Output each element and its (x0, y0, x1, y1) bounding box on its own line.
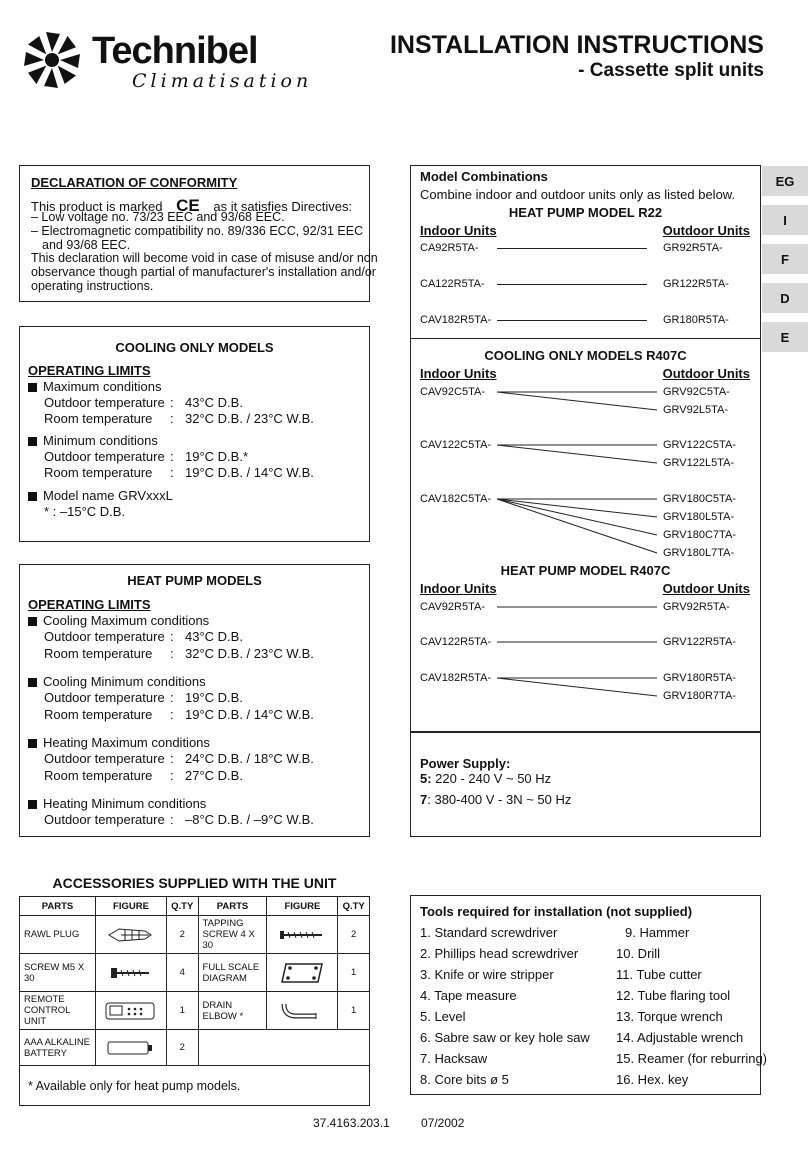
power-l2-num: 7 (420, 792, 428, 807)
col-figure: FIGURE (96, 897, 167, 916)
tapping-screw-icon (276, 928, 328, 942)
lang-tab-f[interactable]: F (762, 244, 808, 274)
hp407-outdoor-3: GRV180R5TA- (663, 672, 736, 684)
tool-item: 8. Core bits ø 5 (420, 1072, 509, 1087)
heatpump-limits: OPERATING LIMITS (28, 597, 151, 612)
bullet-icon (28, 800, 37, 809)
colon: : (170, 449, 174, 464)
hp-cool-max-room-label: Room temperature (44, 646, 153, 661)
hp407-outdoor-header: Outdoor Units (662, 581, 750, 596)
bullet-icon (28, 492, 37, 501)
part-name: AAA ALKALINE BATTERY (20, 1030, 96, 1066)
hp407-indoor-2: CAV122R5TA- (420, 636, 492, 648)
cooling-max: Maximum conditions (43, 379, 162, 394)
col-parts: PARTS (198, 897, 267, 916)
colon: : (170, 690, 174, 705)
tool-item: 3. Knife or wire stripper (420, 967, 554, 982)
battery-icon (104, 1038, 158, 1058)
part-name: RAWL PLUG (20, 916, 96, 954)
cooling-min-outdoor-label: Outdoor temperature (44, 449, 165, 464)
cool407-outdoor-2: GRV92L5TA- (663, 404, 729, 416)
accessories-title: ACCESSORIES SUPPLIED WITH THE UNIT (52, 875, 337, 891)
cooling-min-outdoor: 19°C D.B.* (185, 449, 249, 464)
colon: : (170, 768, 174, 783)
accessories-table (19, 896, 370, 1106)
col-parts: PARTS (20, 897, 96, 916)
part-qty: 1 (166, 992, 198, 1030)
remote-control-icon (104, 1000, 158, 1022)
hp407-title: HEAT PUMP MODEL R407C (500, 563, 671, 578)
cool407-outdoor-5: GRV180C5TA- (663, 493, 736, 505)
cool407-indoor-3: CAV182C5TA- (420, 493, 492, 505)
ce-mark: CE (176, 196, 200, 215)
colon: : (170, 411, 174, 426)
brand-logo (20, 28, 313, 92)
r22-outdoor-header: Outdoor Units (662, 223, 750, 238)
r22-indoor-2: CA122R5TA- (420, 278, 485, 290)
hp-heat-max-room: 27°C D.B. (185, 768, 243, 783)
declaration-title: DECLARATION OF CONFORMITY (31, 175, 238, 190)
declaration-line1b: as it satisfies Directives: (213, 199, 353, 214)
tool-item: 14. Adjustable wrench (616, 1030, 744, 1045)
hp-cool-max-room: 32°C D.B. / 23°C W.B. (185, 646, 314, 661)
cooling-model-note: * : –15°C D.B. (44, 504, 126, 519)
rawl-plug-icon (105, 925, 157, 945)
fan-logo-icon (20, 28, 84, 92)
hp-heat-max-outdoor: 24°C D.B. / 18°C W.B. (185, 751, 314, 766)
tools-title: Tools required for installation (not supplied) (420, 904, 693, 919)
declaration-line6: observance though partial of manufacturer's installation and/or (31, 265, 376, 279)
part-qty: 2 (338, 916, 370, 954)
cool407-indoor-1: CAV92C5TA- (420, 386, 486, 398)
cooling-max-room: 32°C D.B. / 23°C W.B. (185, 411, 314, 426)
bullet-icon (28, 617, 37, 626)
cooling-min: Minimum conditions (43, 433, 158, 448)
screw-icon (105, 966, 157, 980)
tool-item: 5. Level (420, 1009, 466, 1024)
r22-outdoor-3: GR180R5TA- (663, 314, 729, 326)
page-title: INSTALLATION INSTRUCTIONS (389, 31, 764, 59)
part-name: REMOTE CONTROL UNIT (20, 992, 96, 1030)
cooling-box (19, 326, 370, 542)
r22-indoor-1: CA92R5TA- (420, 242, 479, 254)
part-qty: 1 (338, 992, 370, 1030)
cool407-indoor-2: CAV122C5TA- (420, 439, 492, 451)
declaration-box (19, 165, 378, 302)
tool-item: 1. Standard screwdriver (420, 925, 558, 940)
power-box (410, 731, 761, 837)
tool-item: 12. Tube flaring tool (616, 988, 731, 1003)
tool-item: 15. Reamer (for reburring) (616, 1051, 767, 1066)
part-qty: 4 (166, 954, 198, 992)
tool-item: 6. Sabre saw or key hole saw (420, 1030, 590, 1045)
hp-cool-min-room-label: Room temperature (44, 707, 153, 722)
cooling-model: Model name GRVxxxL (43, 488, 173, 503)
bullet-icon (28, 678, 37, 687)
col-figure: FIGURE (267, 897, 338, 916)
cool407-outdoor-1: GRV92C5TA- (663, 386, 730, 398)
cooling-title: COOLING ONLY MODELS (115, 340, 274, 355)
tool-item: 9. Hammer (625, 925, 690, 940)
power-l1: 220 - 240 V ~ 50 Hz (431, 771, 552, 786)
declaration-line4: and 93/68 EEC. (42, 238, 131, 252)
part-name: TAPPING SCREW 4 X 30 (198, 916, 267, 954)
declaration-line7: operating instructions. (31, 279, 154, 293)
drain-elbow-icon (276, 998, 328, 1024)
colon: : (170, 395, 174, 410)
declaration-line5: This declaration will become void in case of misuse and/or non (31, 251, 378, 265)
r22-indoor-3: CAV182R5TA- (420, 314, 492, 326)
heatpump-title: HEAT PUMP MODELS (127, 573, 262, 588)
cooling-max-outdoor-label: Outdoor temperature (44, 395, 165, 410)
power-l2: : 380-400 V - 3N ~ 50 Hz (427, 792, 572, 807)
tools-box (410, 895, 767, 1095)
hp407-indoor-header: Indoor Units (420, 581, 497, 596)
heatpump-box (19, 564, 370, 837)
tool-item: 16. Hex. key (616, 1072, 689, 1087)
declaration-line2: – Low voltage no. 73/23 EEC and 93/68 EEC. (31, 210, 285, 224)
brand-subtitle: Climatisation (132, 70, 313, 92)
colon: : (170, 707, 174, 722)
cool407-outdoor-8: GRV180L7TA- (663, 547, 735, 559)
hp407-indoor-3: CAV182R5TA- (420, 672, 492, 684)
col-qty: Q.TY (338, 897, 370, 916)
footer-code: 37.4163.203.1 (313, 1116, 390, 1130)
r22-indoor-header: Indoor Units (420, 223, 497, 238)
tool-item: 4. Tape measure (420, 988, 517, 1003)
hp407-outdoor-1: GRV92R5TA- (663, 601, 730, 613)
cooling-max-room-label: Room temperature (44, 411, 153, 426)
r22-title: HEAT PUMP MODEL R22 (508, 205, 663, 220)
lang-tab-i[interactable]: I (762, 205, 808, 235)
cool407-outdoor-3: GRV122C5TA- (663, 439, 736, 451)
cool407-title: COOLING ONLY MODELS R407C (484, 348, 687, 363)
part-name: FULL SCALE DIAGRAM (198, 954, 267, 992)
colon: : (170, 465, 174, 480)
tool-item: 2. Phillips head screwdriver (420, 946, 579, 961)
tool-item: 11. Tube cutter (616, 967, 702, 982)
bullet-icon (28, 437, 37, 446)
models-title: Model Combinations (420, 169, 548, 184)
hp-heat-min: Heating Minimum conditions (43, 796, 207, 811)
power-title: Power Supply: (420, 756, 511, 771)
diagram-icon (276, 960, 328, 986)
part-qty: 2 (166, 1030, 198, 1066)
part-name: SCREW M5 X 30 (20, 954, 96, 992)
cool407-indoor-header: Indoor Units (420, 366, 497, 381)
r22-outdoor-2: GR122R5TA- (663, 278, 729, 290)
accessories-note: * Available only for heat pump models. (20, 1066, 370, 1106)
hp-cool-min-outdoor: 19°C D.B. (185, 690, 243, 705)
col-qty: Q.TY (166, 897, 198, 916)
brand-name: Technibel (92, 30, 258, 72)
colon: : (170, 629, 174, 644)
hp407-indoor-1: CAV92R5TA- (420, 601, 486, 613)
cooling-max-outdoor: 43°C D.B. (185, 395, 243, 410)
tool-item: 7. Hacksaw (420, 1051, 488, 1066)
footer-date: 07/2002 (421, 1116, 465, 1130)
hp-cool-min: Cooling Minimum conditions (43, 674, 206, 689)
tool-item: 13. Torque wrench (616, 1009, 723, 1024)
cool407-outdoor-6: GRV180L5TA- (663, 511, 735, 523)
hp-cool-min-outdoor-label: Outdoor temperature (44, 690, 165, 705)
colon: : (170, 646, 174, 661)
models-desc: Combine indoor and outdoor units only as listed below. (420, 187, 736, 202)
hp-heat-max-outdoor-label: Outdoor temperature (44, 751, 165, 766)
part-qty: 2 (166, 916, 198, 954)
cool407-outdoor-header: Outdoor Units (662, 366, 750, 381)
tool-item: 10. Drill (616, 946, 661, 961)
r22-outdoor-1: GR92R5TA- (663, 242, 723, 254)
colon: : (170, 751, 174, 766)
cooling-limits: OPERATING LIMITS (28, 363, 151, 378)
models-box (410, 165, 761, 733)
lang-tab-d[interactable]: D (762, 283, 808, 313)
part-name: DRAIN ELBOW * (198, 992, 267, 1030)
bullet-icon (28, 383, 37, 392)
colon: : (170, 812, 174, 827)
hp-heat-max-room-label: Room temperature (44, 768, 153, 783)
hp-heat-min-outdoor-label: Outdoor temperature (44, 812, 165, 827)
hp-cool-max-outdoor-label: Outdoor temperature (44, 629, 165, 644)
hp-cool-max-outdoor: 43°C D.B. (185, 629, 243, 644)
bullet-icon (28, 739, 37, 748)
lang-tab-eg[interactable]: EG (762, 166, 808, 196)
cool407-outdoor-7: GRV180C7TA- (663, 529, 736, 541)
page-subtitle: - Cassette split units (578, 60, 764, 81)
cooling-min-room-label: Room temperature (44, 465, 153, 480)
hp-cool-max: Cooling Maximum conditions (43, 613, 210, 628)
power-l1-num: 5: (420, 771, 432, 786)
hp-heat-max: Heating Maximum conditions (43, 735, 210, 750)
lang-tab-e[interactable]: E (762, 322, 808, 352)
hp-heat-min-outdoor: –8°C D.B. / –9°C W.B. (185, 812, 314, 827)
hp407-outdoor-2: GRV122R5TA- (663, 636, 736, 648)
hp-cool-min-room: 19°C D.B. / 14°C W.B. (185, 707, 314, 722)
cooling-min-room: 19°C D.B. / 14°C W.B. (185, 465, 314, 480)
part-qty: 1 (338, 954, 370, 992)
declaration-line3: – Electromagnetic compatibility no. 89/336 ECC, 92/31 EEC (31, 224, 364, 238)
cool407-outdoor-4: GRV122L5TA- (663, 457, 735, 469)
declaration-line1a: This product is marked (31, 199, 163, 214)
hp407-outdoor-4: GRV180R7TA- (663, 690, 736, 702)
